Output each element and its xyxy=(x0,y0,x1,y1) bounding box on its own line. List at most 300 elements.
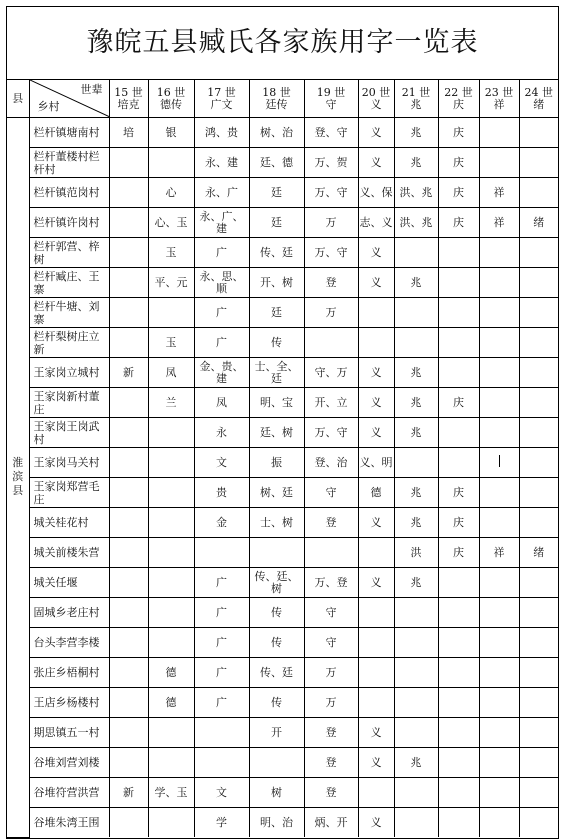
character-cell: 德 xyxy=(358,478,394,508)
character-cell xyxy=(519,238,558,268)
character-cell xyxy=(109,628,148,658)
character-cell xyxy=(519,718,558,748)
character-cell: 广 xyxy=(194,628,249,658)
village-axis-label: 乡村 xyxy=(37,100,60,113)
character-cell xyxy=(479,778,519,808)
character-cell: 广 xyxy=(194,238,249,268)
character-cell xyxy=(394,448,438,478)
diagonal-header-cell xyxy=(29,80,109,118)
generation-number: 18 世 xyxy=(262,85,291,99)
village-name: 王家岗王岗武村 xyxy=(29,418,109,448)
character-cell: 守 xyxy=(304,478,358,508)
character-cell: 绪 xyxy=(519,538,558,568)
generation-header xyxy=(249,80,304,118)
character-cell: 万、守 xyxy=(304,418,358,448)
character-cell xyxy=(519,388,558,418)
character-cell: 树 xyxy=(249,778,304,808)
character-cell: 登、守 xyxy=(304,118,358,148)
character-cell: 文 xyxy=(194,448,249,478)
character-cell: 新 xyxy=(109,778,148,808)
character-cell xyxy=(438,358,479,388)
generation-character: 广文 xyxy=(210,97,233,111)
character-cell: 廷、德 xyxy=(249,148,304,178)
character-cell: 明、治 xyxy=(249,808,304,838)
character-cell: 明、宝 xyxy=(249,388,304,418)
character-cell: 兆 xyxy=(394,418,438,448)
character-cell: 庆 xyxy=(438,478,479,508)
character-cell: 平、元 xyxy=(148,268,194,298)
character-cell xyxy=(109,328,148,358)
village-name: 王家岗马关村 xyxy=(29,448,109,478)
character-cell: 永 xyxy=(194,418,249,448)
generation-number: 23 世 xyxy=(484,85,514,99)
table-row xyxy=(7,208,558,238)
character-cell: 心 xyxy=(148,178,194,208)
header-row xyxy=(7,80,558,118)
character-cell xyxy=(109,808,148,838)
character-cell xyxy=(438,688,479,718)
character-cell xyxy=(479,358,519,388)
character-cell xyxy=(479,298,519,328)
character-cell xyxy=(479,508,519,538)
generation-header xyxy=(304,80,358,118)
character-cell xyxy=(109,598,148,628)
character-cell: 义 xyxy=(358,748,394,778)
document xyxy=(6,6,559,839)
character-cell: 登 xyxy=(304,268,358,298)
character-cell: 义 xyxy=(358,418,394,448)
generation-header xyxy=(194,80,249,118)
character-cell xyxy=(148,808,194,838)
character-cell xyxy=(438,658,479,688)
character-cell: 万、贺 xyxy=(304,148,358,178)
character-cell xyxy=(148,298,194,328)
generation-character: 守 xyxy=(325,97,337,111)
character-cell: 庆 xyxy=(438,388,479,418)
character-cell: 凤 xyxy=(194,388,249,418)
character-cell xyxy=(148,418,194,448)
character-cell: 传 xyxy=(249,628,304,658)
character-cell: 义 xyxy=(358,268,394,298)
generation-character: 义 xyxy=(370,97,382,111)
character-cell xyxy=(109,658,148,688)
character-cell xyxy=(519,598,558,628)
character-cell: 金 xyxy=(194,508,249,538)
character-cell xyxy=(479,628,519,658)
table-row xyxy=(7,118,558,148)
character-cell xyxy=(519,358,558,388)
character-cell xyxy=(109,748,148,778)
character-cell: 永、建 xyxy=(194,148,249,178)
table-row xyxy=(7,448,558,478)
character-cell: 廷、树 xyxy=(249,418,304,448)
character-cell: 守 xyxy=(304,598,358,628)
table-row xyxy=(7,688,558,718)
character-cell: 德 xyxy=(148,658,194,688)
character-cell xyxy=(519,808,558,838)
character-cell xyxy=(479,268,519,298)
character-cell: 洪 xyxy=(394,538,438,568)
character-cell: 凤 xyxy=(148,358,194,388)
generation-number: 15 世 xyxy=(114,85,143,99)
character-cell xyxy=(148,538,194,568)
character-cell: 兆 xyxy=(394,268,438,298)
character-cell: 祥 xyxy=(479,208,519,238)
character-cell xyxy=(148,478,194,508)
character-cell: 庆 xyxy=(438,178,479,208)
character-cell: 树、治 xyxy=(249,118,304,148)
village-name: 王家岗郑营毛庄 xyxy=(29,478,109,508)
village-name: 栏杆镇塘南村 xyxy=(29,118,109,148)
village-name: 台头李营李楼 xyxy=(29,628,109,658)
character-cell: 兆 xyxy=(394,568,438,598)
character-cell xyxy=(519,778,558,808)
character-cell: 廷 xyxy=(249,298,304,328)
character-cell: 庆 xyxy=(438,118,479,148)
character-cell xyxy=(519,448,558,478)
character-cell xyxy=(479,388,519,418)
table-row xyxy=(7,538,558,568)
character-cell: 炳、开 xyxy=(304,808,358,838)
character-cell: 登 xyxy=(304,508,358,538)
character-cell: 士、全、廷 xyxy=(249,358,304,388)
generation-header xyxy=(519,80,558,118)
character-cell xyxy=(109,178,148,208)
character-cell: 兆 xyxy=(394,478,438,508)
character-cell xyxy=(148,748,194,778)
character-cell xyxy=(304,538,358,568)
character-cell xyxy=(519,748,558,778)
character-cell: 永、广 xyxy=(194,178,249,208)
character-cell xyxy=(109,268,148,298)
character-cell: 洪、兆 xyxy=(394,178,438,208)
table-row xyxy=(7,148,558,178)
character-cell: 庆 xyxy=(438,148,479,178)
character-cell xyxy=(109,238,148,268)
generation-number: 24 世 xyxy=(524,85,553,99)
village-name: 城关前楼朱营 xyxy=(29,538,109,568)
character-cell: 登 xyxy=(304,748,358,778)
character-cell: 贵 xyxy=(194,478,249,508)
character-cell xyxy=(148,598,194,628)
character-cell: 心、玉 xyxy=(148,208,194,238)
table-row xyxy=(7,238,558,268)
village-name: 栏杆郭营、梓树 xyxy=(29,238,109,268)
character-cell xyxy=(479,148,519,178)
character-cell xyxy=(519,118,558,148)
character-cell xyxy=(109,508,148,538)
table-row xyxy=(7,178,558,208)
character-cell: 义 xyxy=(358,718,394,748)
character-cell xyxy=(479,118,519,148)
character-cell: 万 xyxy=(304,298,358,328)
character-cell xyxy=(438,298,479,328)
character-cell xyxy=(438,628,479,658)
character-cell: 德 xyxy=(148,688,194,718)
character-cell xyxy=(479,748,519,778)
generation-character: 廷传 xyxy=(265,97,288,111)
table-row xyxy=(7,598,558,628)
county-header: 县 xyxy=(7,80,29,118)
character-cell xyxy=(109,478,148,508)
character-cell: 祥 xyxy=(479,178,519,208)
character-cell xyxy=(109,418,148,448)
character-cell xyxy=(519,148,558,178)
generation-header xyxy=(109,80,148,118)
character-cell xyxy=(519,508,558,538)
character-cell: 树、廷 xyxy=(249,478,304,508)
generation-header xyxy=(479,80,519,118)
village-name: 王家岗立城村 xyxy=(29,358,109,388)
table-row xyxy=(7,568,558,598)
character-cell xyxy=(358,658,394,688)
character-cell xyxy=(479,688,519,718)
character-cell: 鸿、贵 xyxy=(194,118,249,148)
table-row xyxy=(7,808,558,838)
character-cell xyxy=(479,238,519,268)
character-cell: 传 xyxy=(249,328,304,358)
character-cell: 庆 xyxy=(438,208,479,238)
character-cell xyxy=(109,148,148,178)
character-cell: 广 xyxy=(194,598,249,628)
table-row xyxy=(7,748,558,778)
village-name: 王店乡杨楼村 xyxy=(29,688,109,718)
character-cell xyxy=(519,658,558,688)
generation-axis-label: 世辈 xyxy=(80,83,103,96)
generation-character: 庆 xyxy=(453,97,464,111)
village-name: 谷堆符营洪营 xyxy=(29,778,109,808)
village-name: 栏杆臧庄、王寨 xyxy=(29,268,109,298)
character-cell: 士、树 xyxy=(249,508,304,538)
character-cell: 义 xyxy=(358,388,394,418)
character-cell xyxy=(519,418,558,448)
character-cell: 义 xyxy=(358,358,394,388)
village-name: 栏杆镇许岗村 xyxy=(29,208,109,238)
character-cell xyxy=(148,508,194,538)
character-cell xyxy=(358,598,394,628)
character-cell: 义、明 xyxy=(358,448,394,478)
character-cell xyxy=(438,238,479,268)
character-cell: 新 xyxy=(109,358,148,388)
character-cell xyxy=(394,778,438,808)
village-name: 张庄乡梧桐村 xyxy=(29,658,109,688)
character-cell xyxy=(109,538,148,568)
character-cell xyxy=(479,328,519,358)
character-cell: 志、义 xyxy=(358,208,394,238)
page-title: 豫皖五县臧氏各家族用字一览表 xyxy=(7,7,558,80)
table-row xyxy=(7,508,558,538)
character-cell: 兰 xyxy=(148,388,194,418)
character-cell: 玉 xyxy=(148,238,194,268)
character-cell: 登 xyxy=(304,718,358,748)
generation-number: 17 世 xyxy=(207,85,236,99)
character-cell xyxy=(148,718,194,748)
character-cell: 登 xyxy=(304,778,358,808)
character-cell xyxy=(148,148,194,178)
character-cell: 义、保 xyxy=(358,178,394,208)
character-cell: 传 xyxy=(249,688,304,718)
table-row xyxy=(7,268,558,298)
character-cell: 祥 xyxy=(479,538,519,568)
character-cell: 学 xyxy=(194,808,249,838)
character-cell xyxy=(109,298,148,328)
character-cell: 传、廷、树 xyxy=(249,568,304,598)
generation-header xyxy=(148,80,194,118)
character-cell xyxy=(358,298,394,328)
character-cell: 传、廷 xyxy=(249,238,304,268)
character-cell xyxy=(109,448,148,478)
character-cell: 开 xyxy=(249,718,304,748)
village-name: 谷堆朱湾王围 xyxy=(29,808,109,838)
character-cell xyxy=(249,748,304,778)
character-cell xyxy=(479,478,519,508)
character-cell: 传 xyxy=(249,598,304,628)
generation-character: 绪 xyxy=(533,97,545,111)
table-row xyxy=(7,358,558,388)
character-cell: 守、万 xyxy=(304,358,358,388)
character-cell xyxy=(519,268,558,298)
generation-header xyxy=(358,80,394,118)
character-cell xyxy=(479,598,519,628)
character-cell xyxy=(148,448,194,478)
character-cell xyxy=(519,688,558,718)
surname-character-table xyxy=(7,80,558,838)
character-cell: 廷 xyxy=(249,208,304,238)
character-cell: 培 xyxy=(109,118,148,148)
character-cell xyxy=(394,238,438,268)
character-cell xyxy=(109,568,148,598)
character-cell: 文 xyxy=(194,778,249,808)
character-cell xyxy=(148,628,194,658)
table-row xyxy=(7,388,558,418)
table-row xyxy=(7,718,558,748)
village-name: 栏杆董楼村栏杆村 xyxy=(29,148,109,178)
character-cell: 金、贵、建 xyxy=(194,358,249,388)
county-name: 淮滨县 xyxy=(12,456,24,498)
generation-number: 19 世 xyxy=(316,85,346,99)
character-cell: 义 xyxy=(358,508,394,538)
character-cell xyxy=(148,568,194,598)
character-cell xyxy=(519,478,558,508)
character-cell: 万 xyxy=(304,658,358,688)
character-cell: 义 xyxy=(358,808,394,838)
village-name: 城关任堰 xyxy=(29,568,109,598)
character-cell: 庆 xyxy=(438,508,479,538)
character-cell xyxy=(519,178,558,208)
character-cell: 万 xyxy=(304,688,358,718)
character-cell xyxy=(394,328,438,358)
character-cell: 义 xyxy=(358,238,394,268)
character-cell: 振 xyxy=(249,448,304,478)
village-name: 王家岗新村董庄 xyxy=(29,388,109,418)
character-cell xyxy=(438,448,479,478)
character-cell: 兆 xyxy=(394,358,438,388)
character-cell xyxy=(479,568,519,598)
character-cell xyxy=(394,718,438,748)
generation-header xyxy=(394,80,438,118)
character-cell xyxy=(394,628,438,658)
village-name: 谷堆刘营刘楼 xyxy=(29,748,109,778)
character-cell xyxy=(194,718,249,748)
character-cell: 绪 xyxy=(519,208,558,238)
character-cell: 万、守 xyxy=(304,178,358,208)
character-cell: 廷 xyxy=(249,178,304,208)
character-cell: 兆 xyxy=(394,388,438,418)
generation-header xyxy=(438,80,479,118)
character-cell xyxy=(438,418,479,448)
character-cell: 银 xyxy=(148,118,194,148)
character-cell xyxy=(479,448,519,478)
character-cell xyxy=(109,388,148,418)
character-cell xyxy=(394,688,438,718)
character-cell: 兆 xyxy=(394,508,438,538)
character-cell: 兆 xyxy=(394,748,438,778)
character-cell: 永、广、建 xyxy=(194,208,249,238)
character-cell xyxy=(438,268,479,298)
character-cell xyxy=(438,598,479,628)
village-name: 城关桂花村 xyxy=(29,508,109,538)
character-cell: 义 xyxy=(358,118,394,148)
character-cell xyxy=(394,808,438,838)
county-cell xyxy=(7,118,29,838)
character-cell: 开、树 xyxy=(249,268,304,298)
character-cell: 万 xyxy=(304,208,358,238)
character-cell xyxy=(109,688,148,718)
character-cell xyxy=(358,628,394,658)
character-cell xyxy=(479,808,519,838)
character-cell xyxy=(194,748,249,778)
table-row xyxy=(7,478,558,508)
generation-number: 16 世 xyxy=(156,85,186,99)
character-cell: 广 xyxy=(194,328,249,358)
character-cell xyxy=(519,568,558,598)
character-cell xyxy=(394,658,438,688)
character-cell xyxy=(358,328,394,358)
character-cell: 庆 xyxy=(438,538,479,568)
character-cell: 广 xyxy=(194,568,249,598)
character-cell xyxy=(438,808,479,838)
character-cell: 万、守 xyxy=(304,238,358,268)
character-cell xyxy=(479,658,519,688)
character-cell xyxy=(519,298,558,328)
character-cell: 学、玉 xyxy=(148,778,194,808)
generation-character: 祥 xyxy=(493,97,505,111)
character-cell xyxy=(479,418,519,448)
character-cell: 广 xyxy=(194,298,249,328)
character-cell xyxy=(438,778,479,808)
character-cell: 广 xyxy=(194,658,249,688)
character-cell xyxy=(438,568,479,598)
table-row xyxy=(7,778,558,808)
character-cell: 兆 xyxy=(394,148,438,178)
generation-character: 德传 xyxy=(160,97,182,111)
character-cell: 兆 xyxy=(394,118,438,148)
character-cell xyxy=(109,208,148,238)
character-cell xyxy=(438,748,479,778)
character-cell: 永、思、顺 xyxy=(194,268,249,298)
character-cell xyxy=(304,328,358,358)
generation-number: 22 世 xyxy=(444,85,473,99)
table-row xyxy=(7,298,558,328)
character-cell xyxy=(394,298,438,328)
table-row xyxy=(7,328,558,358)
vertical-mark xyxy=(499,455,500,467)
character-cell xyxy=(194,538,249,568)
character-cell xyxy=(438,328,479,358)
character-cell: 万、登 xyxy=(304,568,358,598)
character-cell: 传、廷 xyxy=(249,658,304,688)
village-name: 固城乡老庄村 xyxy=(29,598,109,628)
